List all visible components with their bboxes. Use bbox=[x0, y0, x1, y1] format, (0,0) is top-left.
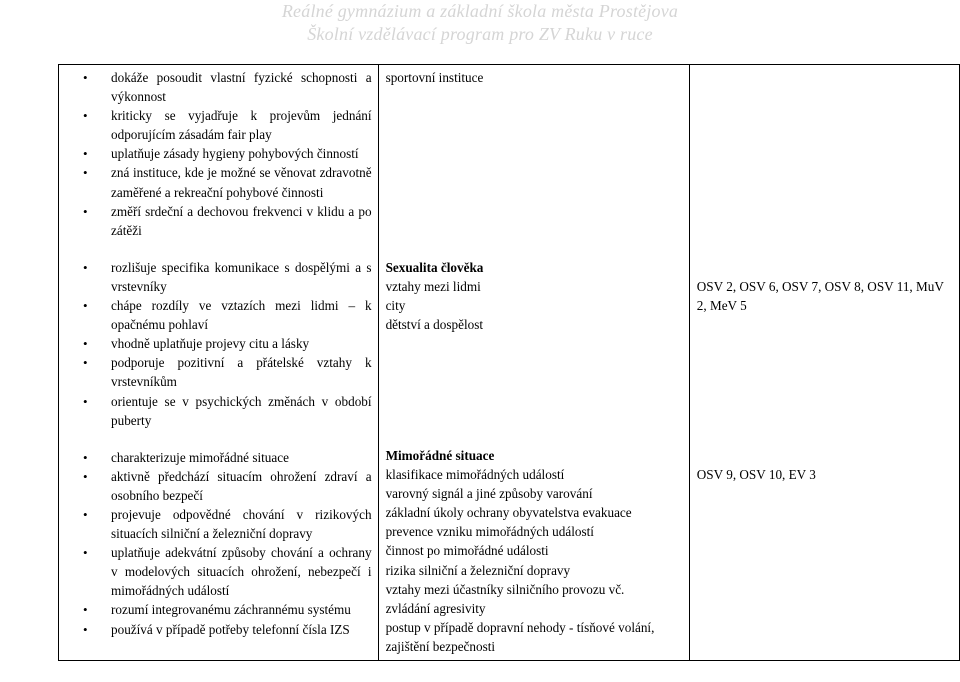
outcome-block bbox=[61, 258, 372, 430]
list-item: • aktivně předchází situacím ohrožení zdraví a osobního bezpečí bbox=[61, 467, 372, 505]
outcome-list bbox=[61, 448, 372, 639]
topic-item: prevence vzniku mimořádných událostí bbox=[385, 524, 594, 540]
topic-title: Sexualita člověka bbox=[385, 260, 484, 275]
list-item: • orientuje se v psychických změnách v období puberty bbox=[61, 392, 372, 430]
list-item: • uplatňuje adekvátní způsoby chování a ochrany v modelových situacích ohrožení, nebezpečí i mimořádných událostí bbox=[61, 543, 372, 600]
topic-item: klasifikace mimořádných událostí bbox=[385, 467, 565, 483]
list-item: • rozlišuje specifika komunikace s dospělými a s vrstevníky bbox=[61, 258, 372, 296]
topic-item: vztahy mezi účastníky silničního provozu vč. bbox=[385, 581, 625, 597]
outcomes-cell bbox=[59, 65, 379, 661]
topic-item: rizika silniční a železniční dopravy bbox=[385, 562, 571, 578]
outcome-block bbox=[61, 68, 372, 240]
list-item: • dokáže posoudit vlastní fyzické schopnosti a výkonnost bbox=[61, 68, 372, 106]
list-item: • vhodně uplatňuje projevy citu a lásky bbox=[61, 334, 372, 353]
list-item: • projevuje odpovědné chování v rizikových situacích silniční a železniční dopravy bbox=[61, 505, 372, 543]
topic-item: zvládání agresivity bbox=[385, 600, 486, 616]
topic-item: varovný signál a jiné způsoby varování bbox=[385, 486, 593, 502]
list-item: • změří srdeční a dechovou frekvenci v klidu a po zátěži bbox=[61, 202, 372, 240]
list-item: • kriticky se vyjadřuje k projevům jednání odporujícím zásadám fair play bbox=[61, 106, 372, 144]
topic-block bbox=[386, 446, 683, 656]
topic-item: city bbox=[385, 298, 406, 314]
outcome-block bbox=[61, 448, 372, 639]
topic-title: Mimořádné situace bbox=[385, 448, 495, 463]
topic-item: vztahy mezi lidmi bbox=[385, 279, 481, 295]
topic-item: činnost po mimořádné události bbox=[385, 543, 549, 559]
outcome-list bbox=[61, 68, 372, 240]
topic-item: sportovní instituce bbox=[385, 70, 484, 85]
crosscut-block bbox=[697, 446, 953, 484]
curriculum-table bbox=[58, 64, 960, 661]
list-item: • charakterizuje mimořádné situace bbox=[61, 448, 372, 467]
school-name: Reálné gymnázium a základní škola města Prostějova bbox=[281, 1, 679, 21]
list-item: • používá v případě potřeby telefonní čísla IZS bbox=[61, 620, 372, 639]
topic-item: zajištění bezpečnosti bbox=[385, 638, 496, 654]
page-header bbox=[0, 0, 960, 45]
topics-cell bbox=[378, 65, 689, 661]
program-name: Školní vzdělávací program pro ZV Ruku v ruce bbox=[307, 24, 653, 44]
crosscut-block bbox=[697, 258, 953, 446]
outcome-list bbox=[61, 258, 372, 430]
crosscut-text: OSV 2, OSV 6, OSV 7, OSV 8, OSV 11, MuV 2, MeV 5 bbox=[696, 279, 944, 314]
list-item: • zná instituce, kde je možné se věnovat zdravotně zaměřené a rekreační pohybové činnosti bbox=[61, 163, 372, 201]
topic-item: základní úkoly ochrany obyvatelstva evakuace bbox=[385, 505, 632, 521]
topic-block bbox=[386, 258, 683, 446]
crosscut-block bbox=[697, 68, 953, 258]
topic-item: postup v případě dopravní nehody - tísňové volání, bbox=[385, 619, 655, 635]
list-item: • chápe rozdíly ve vztazích mezi lidmi – k opačnému pohlaví bbox=[61, 296, 372, 334]
crosscut-text: OSV 9, OSV 10, EV 3 bbox=[696, 467, 816, 482]
list-item: • uplatňuje zásady hygieny pohybových činností bbox=[61, 144, 372, 163]
crosscut-cell bbox=[689, 65, 959, 661]
topic-item: dětství a dospělost bbox=[385, 317, 483, 333]
topic-block bbox=[386, 68, 683, 258]
list-item: • podporuje pozitivní a přátelské vztahy k vrstevníkům bbox=[61, 353, 372, 391]
list-item: • rozumí integrovanému záchrannému systému bbox=[61, 600, 372, 619]
